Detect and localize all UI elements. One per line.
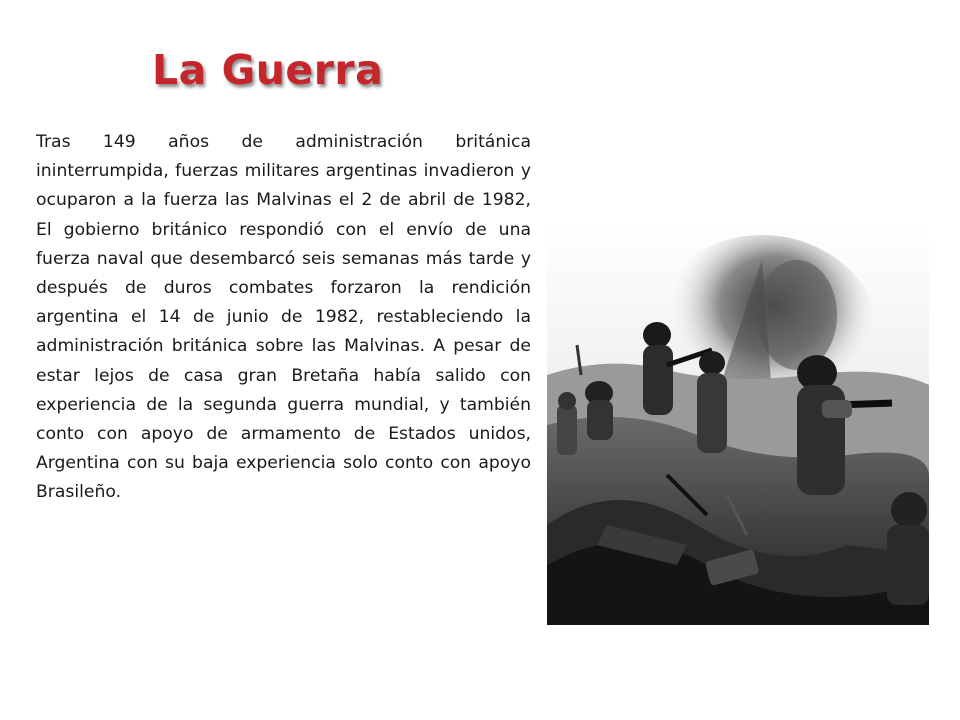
soldiers-trench-image xyxy=(547,225,929,625)
war-photo xyxy=(547,225,929,625)
slide-title: La Guerra xyxy=(152,46,384,94)
body-paragraph: Tras 149 años de administración británica ininterrumpida, fuerzas militares argentinas invadieron y ocuparon a la fuerza las Malvinas el 2 de abril de 1982, El gobierno británico respondió con el envío de una fuerza naval que desembarcó seis semanas más tarde y después de duros combates forzaron la rendición argentina el 14 de junio de 1982, restableciendo la administración británica sobre las Malvinas. A pesar de estar lejos de casa gran Bretaña había salido con experiencia de la segunda guerra mundial, y también conto con apoyo de armamento de Estados unidos, Argentina con su baja experiencia solo conto con apoyo Brasileño. xyxy=(36,132,531,503)
